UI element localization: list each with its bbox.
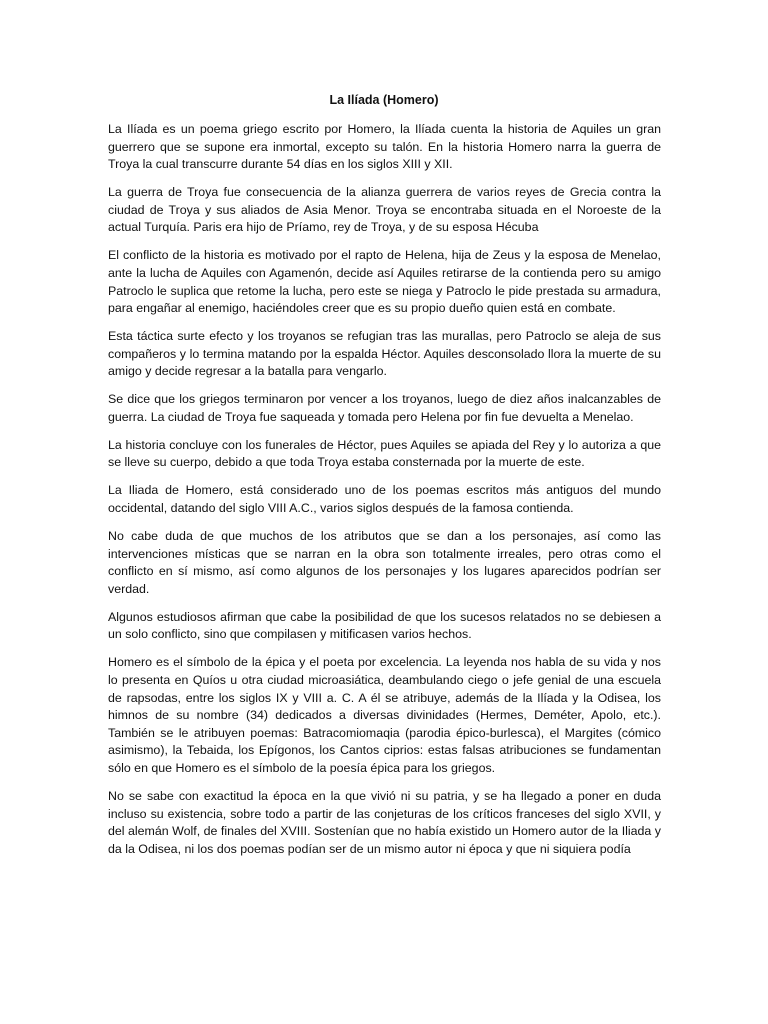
paragraph: Se dice que los griegos terminaron por vencer a los troyanos, luego de diez años inalcanzables de guerra. La ciudad de Troya fue saqueada y tomada pero Helena por fin fue devuelta a Menelao.	[108, 392, 661, 424]
paragraph: Homero es el símbolo de la épica y el poeta por excelencia. La leyenda nos habla de su vida y nos lo presenta en Quíos u otra ciudad microasiática, deambulando ciego o jefe genial de una escuela de rapsodas, entre los siglos IX y VIII a. C. A él se atribuye, además de la Ilíada y la Odisea, los himnos de su nombre (34) dedicados a diversas divinidades (Hermes, Deméter, Apolo, etc.). También se le atribuyen poemas: Batracomiomaqia (parodia épico-burlesca), el Margites (cómico asimismo), la Tebaida, los Epígonos, los Cantos ciprios: estas falsas atribuciones se fundamentan sólo en que Homero es el símbolo de la poesía épica para los griegos.	[108, 655, 661, 775]
paragraph: La historia concluye con los funerales de Héctor, pues Aquiles se apiada del Rey y lo autoriza a que se lleve su cuerpo, debido a que toda Troya estaba consternada por la muerte de este.	[108, 437, 661, 470]
paragraph: La Ilíada es un poema griego escrito por Homero, la Ilíada cuenta la historia de Aquiles un gran guerrero que se supone era inmortal, excepto su talón. En la historia Homero narra la guerra de Troya la cual transcurre durante 54 días en los siglos XIII y XII.	[108, 122, 661, 172]
paragraph: Algunos estudiosos afirman que cabe la posibilidad de que los sucesos relatados no se debiesen a un solo conflicto, sino que compilasen y mitificasen varios hechos.	[108, 609, 661, 642]
document-body	[108, 121, 661, 869]
paragraph: La Iliada de Homero, está considerado uno de los poemas escritos más antiguos del mundo occidental, datando del siglo VIII A.C., varios siglos después de la famosa contienda.	[108, 483, 661, 516]
paragraph: No cabe duda de que muchos de los atributos que se dan a los personajes, así como las intervenciones místicas que se narran en la obra son totalmente irreales, pero otras como el conflicto en sí mismo, así como algunos de los personajes y los lugares aparecidos podrían ser verdad.	[108, 529, 661, 596]
paragraph: Esta táctica surte efecto y los troyanos se refugian tras las murallas, pero Patroclo se aleja de sus compañeros y lo termina matando por la espalda Héctor. Aquiles desconsolado llora la muerte de su amigo y decide regresar a la batalla para vengarlo.	[108, 329, 661, 379]
paragraph: No se sabe con exactitud la época en la que vivió ni su patria, y se ha llegado a poner en duda incluso su existencia, sobre todo a partir de las conjeturas de los críticos franceses del siglo XVII, y del alemán Wolf, de finales del XVIII. Sostenían que no había existido un Homero autor de la Iliada y da la Odisea, ni los dos poemas podían ser de un mismo autor ni época y que ni siquiera podía	[108, 788, 661, 856]
document-title: La Ilíada (Homero)	[329, 93, 439, 107]
paragraph: El conflicto de la historia es motivado por el rapto de Helena, hija de Zeus y la esposa de Menelao, ante la lucha de Aquiles con Agamenón, decide así Aquiles retirarse de la contienda pero su amigo Patroclo le suplica que retome la lucha, pero este se niega y Patroclo le pide prestada su armadura, para engañar al enemigo, haciéndoles creer que es su propio dueño quien está en combate.	[108, 248, 661, 316]
paragraph: La guerra de Troya fue consecuencia de la alianza guerrera de varios reyes de Grecia contra la ciudad de Troya y sus aliados de Asia Menor. Troya se encontraba situada en el Noroeste de la actual Turquía. Paris era hijo de Príamo, rey de Troya, y de su esposa Hécuba	[108, 185, 661, 235]
